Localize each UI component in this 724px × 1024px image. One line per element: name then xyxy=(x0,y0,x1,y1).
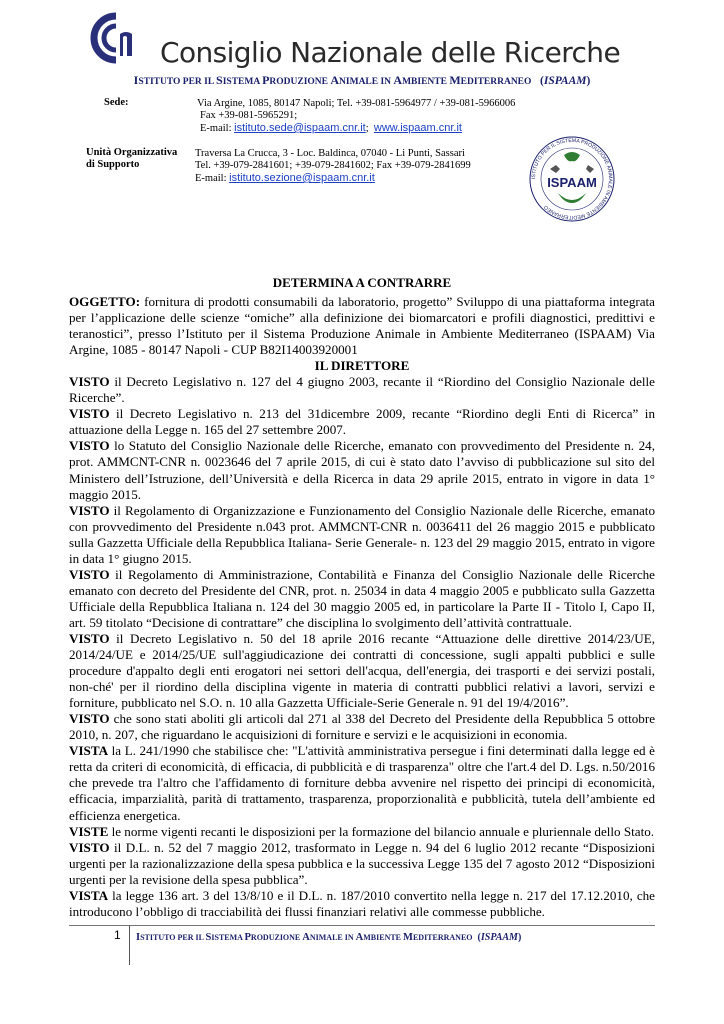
institute-initial: A xyxy=(393,73,403,87)
unit-label-1: Unità Organizzativa xyxy=(86,147,178,158)
visto-keyword: VISTO xyxy=(69,502,110,518)
sede-fax: Fax +39-081-5965291; xyxy=(200,110,298,121)
footer-institute: ISTITUTO PER IL SISTEMA PRODUZIONE ANIMALE IN AMBIENTE MEDITERRANEO (ISPAAM) xyxy=(136,932,522,943)
unit-email-prefix: E-mail: xyxy=(195,173,227,184)
sede-address: Via Argine, 1085, 80147 Napoli; Tel. +39-081-5964977 / +39-081-5966006 xyxy=(197,98,516,109)
unit-address: Traversa La Crucca, 3 - Loc. Baldinca, 07040 - Li Punti, Sassari xyxy=(195,148,465,159)
visto-paragraph xyxy=(69,631,655,711)
institute-word: MBIENTE xyxy=(363,933,404,942)
visto-keyword: VISTO xyxy=(69,438,110,454)
institute-initial: P xyxy=(244,932,251,943)
visto-keyword: VISTO xyxy=(69,839,110,855)
visto-text: il Decreto Legislativo n. 127 del 4 giugno 2003, recante il “Riordino del Consiglio Nazionale delle Ricerche”. xyxy=(69,374,655,406)
visto-text: lo Statuto del Consiglio Nazionale delle Ricerche, emanato con provvedimento del Presidente n. 24, prot. AMMCNT-CNR n. 0023646 del 7 aprile 2015, di cui è stato dato l’avviso di pubblicazione sul sito del Ministero dell’Istruzione, dell’Università e della Ricerca in data 29 aprile 2015, entrato in vigore in data 1° maggio 2015. xyxy=(69,438,655,502)
institute-word: NIMALE IN xyxy=(339,77,394,87)
document-body xyxy=(69,294,655,920)
sede-label: Sede: xyxy=(104,97,129,108)
visto-text: il Decreto Legislativo n. 213 del 31dicembre 2009, recante “Riordino degli Enti di Ricerca” in attuazione della Legge n. 165 del 27 settembre 2007. xyxy=(69,406,655,438)
visto-text: il D.L. n. 52 del 7 maggio 2012, trasformato in Legge n. 94 del 6 luglio 2012 recante “Disposizioni urgenti per la razionalizzazione della spesa pubblica e la successiva Legge 135 del 7 agosto 2012 “Disposizioni urgenti per la revisione della spesa pubblica”. xyxy=(69,839,655,887)
institute-initial: P xyxy=(262,73,270,87)
unit-phone: Tel. +39-079-2841601; +39-079-2841602; Fax +39-079-2841699 xyxy=(195,160,471,171)
visto-paragraph xyxy=(69,567,655,631)
institute-word: EDITERRANEO xyxy=(460,77,532,87)
visto-keyword: VISTA xyxy=(69,887,109,903)
institute-initial: M xyxy=(403,932,413,943)
footer-institute-abbr: ISPAAM xyxy=(480,932,518,943)
cnr-title: Consiglio Nazionale delle Ricerche xyxy=(160,36,621,69)
institute-initial: A xyxy=(355,932,364,943)
visto-paragraph xyxy=(69,711,655,743)
visto-keyword: VISTO xyxy=(69,711,110,727)
institute-word: ISTEMA xyxy=(222,77,263,87)
visto-list xyxy=(69,374,655,920)
visto-keyword: VISTA xyxy=(69,743,109,759)
page-number: 1 xyxy=(114,928,121,942)
visto-keyword: VISTO xyxy=(69,406,110,422)
oggetto-paragraph xyxy=(69,294,655,358)
unit-label-2: di Supporto xyxy=(86,159,140,170)
institute-initial: I xyxy=(136,932,141,943)
visto-paragraph xyxy=(69,824,655,840)
sede-email-link[interactable]: istituto.sede@ispaam.cnr.it xyxy=(234,122,366,134)
visto-paragraph xyxy=(69,503,655,567)
oggetto-text: fornitura di prodotti consumabili da laboratorio, progetto” Sviluppo di una piattaforma integrata per l’applicazione delle scienze “omiche” alla definizione dei biomarcatori e profili diagnostici, predittivi e teranostici”, presso l’Istituto per il Sistema Produzione Animale in Ambiente Mediterraneo (ISPAAM) Via Argine, 1085 - 80147 Napoli - CUP B82I14003920001 xyxy=(69,294,655,358)
visto-text: il Regolamento di Amministrazione, Contabilità e Finanza del Consiglio Nazionale delle Ricerche emanato con decreto del Presidente del CNR, prot. n. 25034 in data 4 maggio 2005 e pubblicato sulla Gazzetta Ufficiale della Repubblica Italiana n. 124 del 30 maggio 2005 ed, in particolare la Parte II - Titolo I, Capo II, art. 59 titolato “Decisione di contrattare” che disciplina lo svolgimento dell’attività contrattuale. xyxy=(69,566,655,630)
ispaam-seal-icon xyxy=(528,135,616,223)
sede-email-line xyxy=(200,122,462,135)
visto-text: la L. 241/1990 che stabilisce che: "L'attività amministrativa persegue i fini determinati dalla legge ed è retta da criteri di economicità, di efficacia, di pubblicità e di trasparenza" oltre che l'art.4 del D. Lgs. n.50/2016 che prevede tra l'altro che l'affidamento di forniture debba avvenire nel rispetto dei principi di economicità, efficacia, imparzialità, parità di trattamento, trasparenza, proporzionalità e pubblicità, tutela dell’ambiente ed efficienza energetica. xyxy=(69,743,655,823)
institute-abbr: ISPAAM xyxy=(543,75,587,87)
visto-paragraph xyxy=(69,406,655,438)
oggetto-label: OGGETTO: xyxy=(69,294,141,309)
institute-word: ISTEMA xyxy=(211,933,245,942)
visto-text: che sono stati aboliti gli articoli dal 271 al 338 del Decreto del Presidente della Repubblica 5 ottobre 2010, n. 207, che riguardano le acquisizioni di forniture e servizi e le acquisizioni in economia. xyxy=(69,711,655,743)
institute-word: RODUZIONE xyxy=(250,933,303,942)
sede-email-prefix: E-mail: xyxy=(200,123,232,134)
institute-initial: S xyxy=(205,932,212,943)
institute-word: STITUTO PER IL xyxy=(140,933,206,942)
institute-word: MBIENTE xyxy=(402,77,450,87)
unit-email-line xyxy=(195,172,375,185)
institute-initial: M xyxy=(449,73,461,87)
institute-initial: A xyxy=(330,73,340,87)
institute-initial: I xyxy=(133,73,139,87)
institute-initial: S xyxy=(216,73,223,87)
visto-text: le norme vigenti recanti le disposizioni per la formazione del bilancio annuale e pluriennale dello Stato. xyxy=(108,823,655,839)
visto-text: la legge 136 art. 3 del 13/8/10 e il D.L. n. 187/2010 convertito nella legge n. 217 del 17.12.2010, che introducono l’obbligo di tracciabilità dei flussi finanziari relativi alle commesse pubbliche. xyxy=(69,887,655,919)
institute-name-header: ISTITUTO PER IL SISTEMA PRODUZIONE ANIMALE IN AMBIENTE MEDITERRANEO (ISPAAM) xyxy=(133,73,591,87)
document-title: DETERMINA A CONTRARRE xyxy=(272,275,452,290)
visto-paragraph xyxy=(69,743,655,823)
footer-vertical-divider xyxy=(129,925,130,965)
institute-word: RODUZIONE xyxy=(269,77,331,87)
seal-ring-text: ISTITUTO PER IL SISTEMA PRODUZIONE ANIMALE IN AMBIENTE MEDITERRANEO xyxy=(530,137,614,221)
visto-paragraph xyxy=(69,840,655,888)
visto-keyword: VISTO xyxy=(69,374,110,390)
sede-website-link[interactable]: www.ispaam.cnr.it xyxy=(373,122,462,134)
institute-word: NIMALE IN xyxy=(309,933,356,942)
unit-email-link[interactable]: istituto.sezione@ispaam.cnr.it xyxy=(229,172,375,184)
cnr-logo-icon xyxy=(86,12,144,64)
seal-text: ISPAAM xyxy=(547,175,597,190)
visto-paragraph xyxy=(69,888,655,920)
visto-keyword: VISTO xyxy=(69,630,110,646)
institute-word: STITUTO PER IL xyxy=(138,77,217,87)
institute-initial: A xyxy=(302,932,310,943)
institute-word: EDITERRANEO xyxy=(412,933,473,942)
footer-divider xyxy=(69,925,655,926)
director-heading: IL DIRETTORE xyxy=(314,358,410,374)
visto-keyword: VISTO xyxy=(69,566,110,582)
sede-separator: ; xyxy=(365,123,369,134)
visto-paragraph xyxy=(69,374,655,406)
visto-keyword: VISTE xyxy=(69,823,109,839)
visto-paragraph xyxy=(69,438,655,502)
visto-text: il Regolamento di Organizzazione e Funzionamento del Consiglio Nazionale delle Ricerche, emanato con provvedimento del Presidente n.043 prot. AMMCNT-CNR n. 0036411 del 26 maggio 2015 e pubblicato sulla Gazzetta Ufficiale della Repubblica Italiana- Serie Generale- n. 123 del 29 maggio 2015, entrato in vigore in data 1° giugno 2015. xyxy=(69,502,655,566)
visto-text: il Decreto Legislativo n. 50 del 18 aprile 2016 recante “Attuazione delle direttive 2014/23/UE, 2014/24/UE e 2014/25/UE sull'aggiudicazione dei contratti di concessione, sugli appalti pubblici e sulle procedure d'appalto degli enti erogatori nei settori dell'acqua, dell'energia, dei trasporti e dei servizi postali, non-ché' per il riordino della disciplina vigente in materia di contratti pubblici relativi a lavori, servizi e forniture, pubblicato nel S.O. n. 10 alla Gazzetta Ufficiale-Serie Generale n. 91 del 19/4/2016”. xyxy=(69,630,655,711)
